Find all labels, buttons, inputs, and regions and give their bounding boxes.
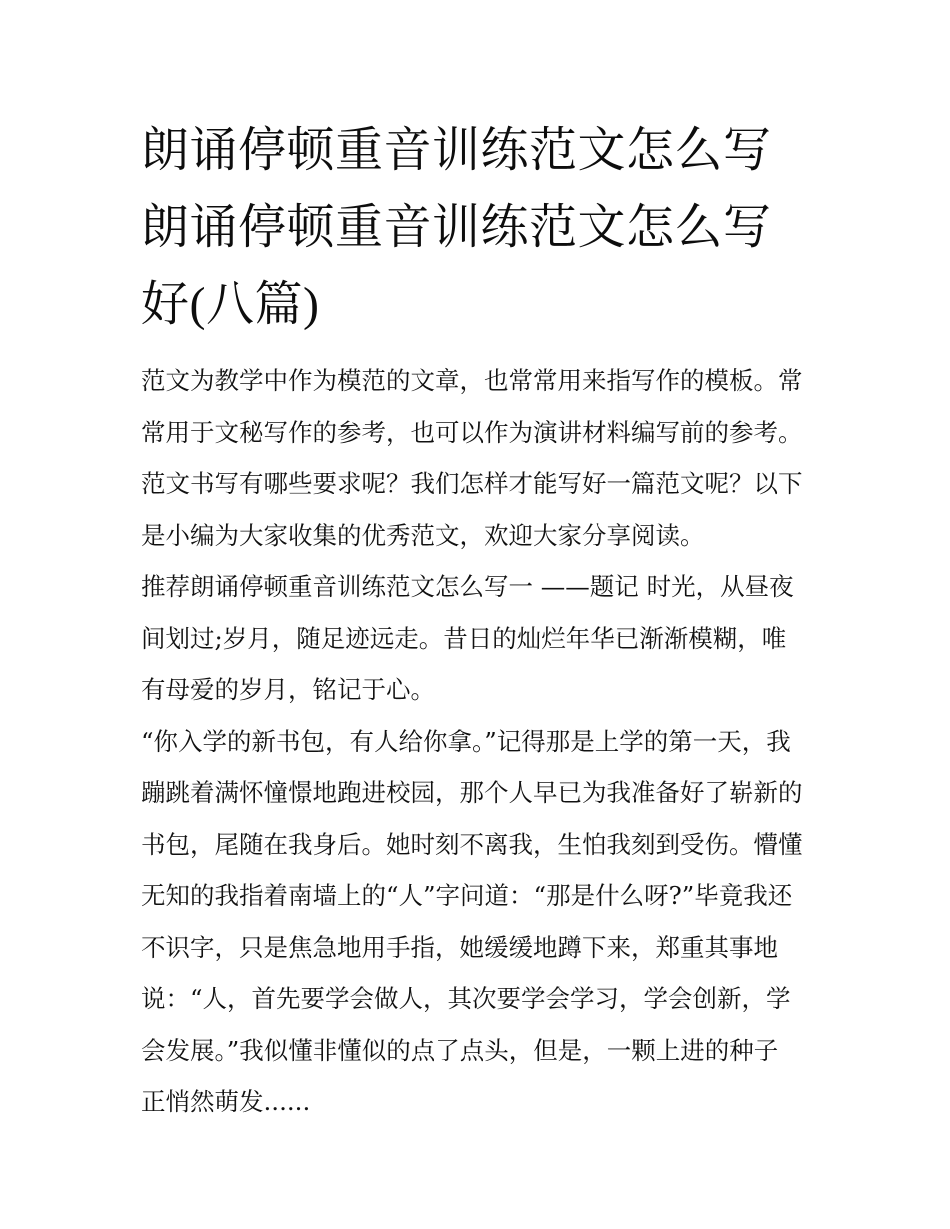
text-line: 蹦跳着满怀憧憬地跑进校园，那个人早已为我准备好了崭新的 xyxy=(141,778,803,807)
text-line: 常用于文秘写作的参考，也可以作为演讲材料编写前的参考。 xyxy=(141,417,803,447)
recommend-paragraph xyxy=(141,561,813,716)
text-line: 说：“人，首先要学会做人，其次要学会学习，学会创新，学 xyxy=(141,984,791,1013)
title-line: 朗诵停顿重音训练范文怎么写 xyxy=(141,199,772,255)
document-content xyxy=(141,112,813,1128)
story-paragraph xyxy=(141,716,813,1128)
text-line: 范文为教学中作为模范的文章，也常常用来指写作的模板。常 xyxy=(141,366,803,395)
title-line: 好(八篇) xyxy=(141,278,320,331)
text-line: 是小编为大家收集的优秀范文，欢迎大家分享阅读。 xyxy=(141,520,705,550)
text-line: 无知的我指着南墙上的“人”字问道：“那是什么呀?”毕竟我还 xyxy=(141,881,793,910)
text-line: 范文书写有哪些要求呢？我们怎样才能写好一篇范文呢？以下 xyxy=(141,469,803,498)
text-line: 推荐朗诵停顿重音训练范文怎么写一 ——题记 时光，从昼夜 xyxy=(141,572,794,601)
intro-paragraph xyxy=(141,355,813,561)
text-line: 有母爱的岁月，铭记于心。 xyxy=(141,675,435,704)
text-line: 不识字，只是焦急地用手指，她缓缓地蹲下来，郑重其事地 xyxy=(141,932,778,962)
title-line: 朗诵停顿重音训练范文怎么写 xyxy=(141,122,772,178)
text-line: 书包，尾随在我身后。她时刻不离我，生怕我刻到受伤。懵懂 xyxy=(141,829,803,859)
text-line: 正悄然萌发...... xyxy=(141,1087,311,1116)
text-line: 间划过;岁月，随足迹远走。昔日的灿烂年华已渐渐模糊，唯 xyxy=(141,623,787,653)
text-line: 会发展。”我似懂非懂似的点了点头，但是，一颗上进的种子 xyxy=(141,1035,779,1065)
document-title xyxy=(141,112,813,343)
text-line: “你入学的新书包，有人给你拿。”记得那是上学的第一天，我 xyxy=(141,726,791,756)
